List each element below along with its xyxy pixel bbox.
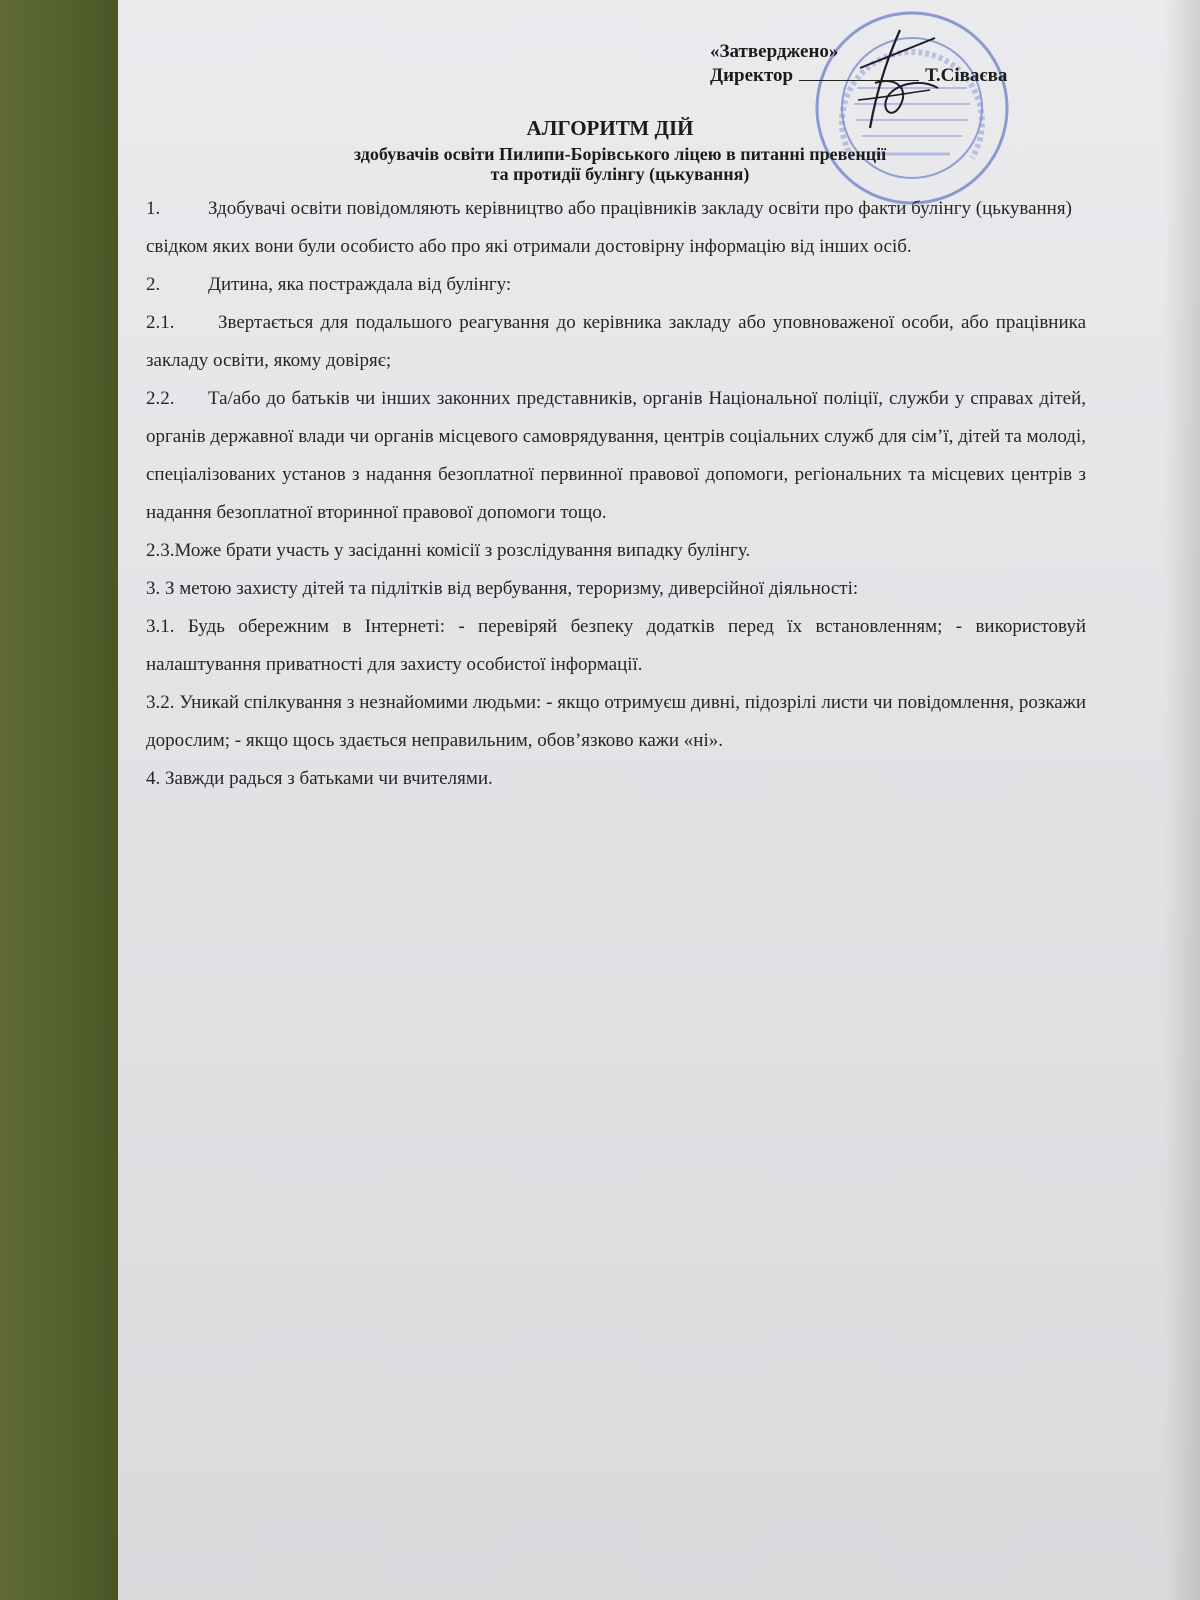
paragraph-3-2 xyxy=(146,684,1086,760)
approval-heading: «Затверджено» xyxy=(710,41,839,62)
approval-name: Т.Сіваєва xyxy=(925,65,1008,86)
item-text: 3. З метою захисту дітей та підлітків від вербування, тероризму, диверсійної діяльності: xyxy=(146,578,859,599)
paragraph-2-2 xyxy=(146,380,1086,532)
item-number: 2.2. xyxy=(146,388,175,409)
paragraph-3-1 xyxy=(146,608,1086,684)
paragraph-1 xyxy=(146,190,1086,266)
document-subtitle-line2: та протидії булінгу (цькування) xyxy=(490,164,750,184)
item-text: 4. Завжди радься з батьками чи вчителями. xyxy=(146,768,493,789)
document-title: АЛГОРИТМ ДІЙ xyxy=(526,116,694,140)
paragraph-3 xyxy=(146,570,1086,608)
item-number: 1. xyxy=(146,198,161,219)
item-text: 3.1. Будь обережним в Інтернеті: - перевіряй безпеку додатків перед їх встановленням; - використовуй налаштування приватності для захисту особистої інформації. xyxy=(146,616,1086,675)
item-number: 2.1. xyxy=(146,312,175,333)
item-number: 2. xyxy=(146,274,161,295)
item-text: Дитина, яка постраждала від булінгу: xyxy=(208,274,512,295)
approval-role: Директор xyxy=(710,65,794,86)
item-text: Здобувачі освіти повідомляють керівництво або працівників закладу освіти про факти булінгу (цькування) свідком яких вони були особисто або про які отримали достовірну інформацію від інших осіб. xyxy=(146,198,1072,257)
paragraph-4 xyxy=(146,760,1086,798)
paragraph-2-1 xyxy=(146,304,1086,380)
approval-block xyxy=(710,40,1007,88)
item-text: 2.3.Може брати участь у засіданні комісії з розслідування випадку булінгу. xyxy=(146,540,751,561)
item-text: 3.2. Уникай спілкування з незнайомими людьми: - якщо отримуєш дивні, підозрілі листи чи повідомлення, розкажи дорослим; - якщо щось здається неправильним, обов’язково кажи «ні». xyxy=(146,692,1086,751)
paragraph-2-3 xyxy=(146,532,1086,570)
page-edge-shadow xyxy=(1164,0,1200,1600)
signature-line xyxy=(799,80,919,81)
paragraph-2 xyxy=(146,266,1086,304)
document-body xyxy=(146,190,1086,798)
item-text: Звертається для подальшого реагування до керівника закладу або уповноваженої особи, або працівника закладу освіти, якому довіряє; xyxy=(146,312,1086,371)
approval-signature-row xyxy=(710,64,1007,88)
item-text: Та/або до батьків чи інших законних представників, органів Національної поліції, служби у справах дітей, органів державної влади чи органів місцевого самоврядування, центрів соціальних служб для сім’ї, дітей та молоді, спеціалізованих установ з надання безоплатної первинної правової допомоги, регіональних та місцевих центрів з надання безоплатної вторинної правової допомоги тощо. xyxy=(146,388,1086,523)
document-subtitle-line1: здобувачів освіти Пилипи-Борівського ліцею в питанні превенції xyxy=(353,144,887,164)
